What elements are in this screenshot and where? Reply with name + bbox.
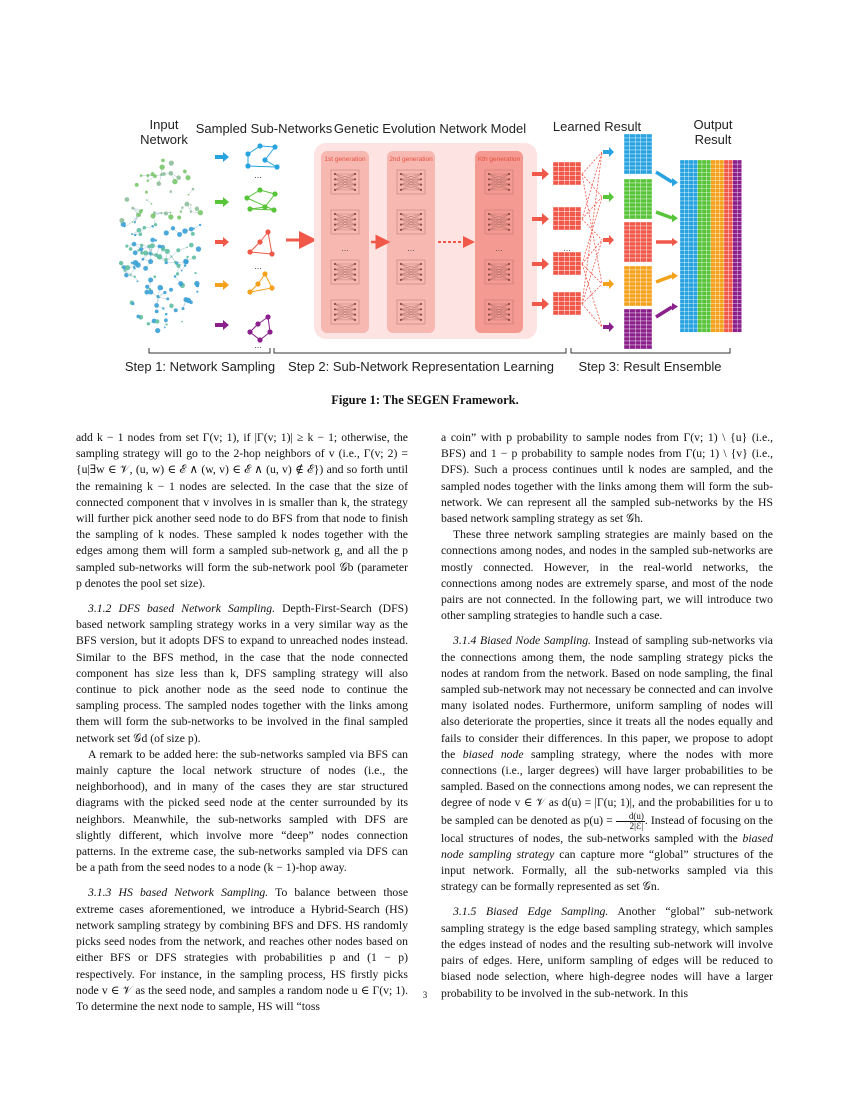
- input-network-graph: [119, 159, 203, 334]
- header-learned: Learned Result: [552, 119, 642, 134]
- dfs-heading: 3.1.2 DFS based Network Sampling.: [88, 602, 276, 616]
- ellipsis-learned: ...: [563, 243, 571, 253]
- right-column: [441, 430, 773, 1002]
- generation-1-label: 1st generation: [324, 156, 366, 163]
- generation-2-label: 2nd generation: [389, 156, 433, 163]
- sampled-subnetworks: [215, 143, 280, 342]
- biased-node-heading: 3.1.4 Biased Node Sampling.: [453, 634, 591, 648]
- header-genetic: Genetic Evolution Network Model: [333, 121, 527, 136]
- learned-result: [532, 134, 652, 349]
- framework-figure: [100, 112, 750, 382]
- generation-k-block: [475, 151, 523, 333]
- step-1-bracket: [149, 348, 270, 353]
- left-paragraph-1: add k − 1 nodes from set Γ(v; 1), if |Γ(v; 1)| ≥ k − 1; otherwise, the sampling strategy will go to the 2-hop neighbors of v (i.e., Γ(v; 2) = {u|∃w ∈ 𝒱, (u, w) ∈ ℰ ∧ (w, v) ∈ ℰ ∧ (u, v) ∉ ℰ}) and so forth until the remaining k − 1 nodes are selected. In the case that the size of connected component that v involves in is smaller than k, the strategy will further pick another seed node to do BFS from that node to finish the sampling of k nodes. These sampled k nodes together with the edges among them will form a sampled sub-network g, and all the p sampled sub-networks will form the sub-network pool 𝒢b (parameter p denotes the pool set size).: [76, 431, 408, 590]
- header-input-2: Network: [140, 132, 188, 147]
- page-number: 3: [422, 990, 428, 1000]
- generation-k-label: Kth generation: [477, 156, 521, 163]
- remark-paragraph: A remark to be added here: the sub-networks sampled via BFS can mainly capture the local network structure of nodes (i.e., the neighborhood), and in many of the cases they are star structured diagrams with the picked seed node at the center surrounded by its neighbors. Meanwhile, the sub-networks sampled with DFS are slightly different, which involve more “deep” nodes connection patterns. In the extreme case, the sub-networks sampled via DFS can be a path from the seed nodes to a node (k − 1)-hop away.: [76, 747, 408, 875]
- ellipsis-model-1: ...: [341, 243, 349, 253]
- ellipsis-sampled-1: ...: [254, 170, 262, 180]
- ellipsis-sampled-2: ...: [254, 261, 262, 271]
- step-2-label: Step 2: Sub-Network Representation Learning: [288, 359, 554, 374]
- header-input-1: Input: [149, 117, 179, 132]
- ellipsis-sampled-3: ...: [254, 340, 262, 350]
- generation-1-block: [321, 151, 369, 333]
- header-output-1: Output: [693, 117, 733, 132]
- figure-caption: Figure 1: The SEGEN Framework.: [331, 393, 519, 407]
- step-3-label: Step 3: Result Ensemble: [578, 359, 722, 374]
- left-column: [76, 430, 408, 1015]
- right-paragraph-2: These three network sampling strategies are mainly based on the connections among nodes, and nodes in the sampled sub-networks are mostly connected. However, in the real-world networks, the connections among nodes are extremely sparse, and most of the node pairs are not connected. In the following part, we will introduce two other sampling strategies to handle such a case.: [441, 528, 773, 623]
- ellipsis-model-3: ...: [495, 243, 503, 253]
- hs-heading: 3.1.3 HS based Network Sampling.: [88, 886, 269, 900]
- right-paragraph-1: a coin” with p probability to sample nodes from Γ(v; 1) \ {u} (i.e., BFS) and 1 − p probability to sample nodes from Γ(u; 1) \ {v} (i.e., DFS). Such a process continues until k nodes are sampled, and the sampled nodes together with the links among them will form the sub-network. We can represent all the sampled sub-networks by the HS based network sampling strategy as set 𝒢h.: [441, 431, 773, 526]
- probability-fraction: $\frac{d(u)}{\text{2|ℰ|}}$: [616, 812, 645, 831]
- biased-edge-paragraph: 3.1.5 Biased Edge Sampling. Another “global” sub-network sampling strategy is the edge based sampling strategy, which samples the edges instead of nodes and the resulting sub-network will involve pairs of edges. Here, uniform sampling of edges will be reduced to biased node selection, where high-degree nodes will have a larger probability to be involved in the sub-network. In this: [441, 905, 774, 1000]
- framework-name: SEGEN: [406, 393, 450, 407]
- generation-2-block: [387, 151, 435, 333]
- output-result: [656, 160, 742, 332]
- step-2-bracket: [274, 348, 566, 353]
- step-1-label: Step 1: Network Sampling: [124, 359, 276, 374]
- hs-paragraph: 3.1.3 HS based Network Sampling. To balance between those extreme cases aforementioned, we introduce a Hybrid-Search (HS) network sampling strategy by combining BFS and DFS. HS randomly picks seed nodes from the network, and reaches other nodes based on either BFS or DFS strategies with probabilities p and (1 − p) respectively. For instance, in the sampling process, HS firstly picks node v ∈ 𝒱 as the seed node, and samples a random node u ∈ Γ(v; 1). To determine the next node to sample, HS will “toss: [76, 886, 409, 1013]
- header-sampled: Sampled Sub-Networks: [195, 121, 333, 136]
- biased-node-paragraph: 3.1.4 Biased Node Sampling. Instead of sampling sub-networks via the connections among them, the node sampling strategy picks the nodes at random from the network. Based on node sampling, the final sampled sub-network may not necessary be connected and can involve many isolated nodes. Furthermore, uniform sampling of nodes will also deteriorate the properties, since it treats all the nodes equally and fails to consider their differences. In this paper, we propose to adopt the biased node sampling strategy, where the nodes with more connections (i.e., larger degrees) will have larger probabilities to be sampled. Based on the connections among nodes, we can represent the degree of node v ∈ 𝒱 as d(u) = |Γ(u; 1)|, and the probabilities for u to be sampled can be denoted as p(u) = $\frac{d(u)}{\text{2|ℰ|}}$ . Instead of focusing on the local structures of nodes, the sub-networks sampled with the biased node sampling strategy can capture more “global” structures of the input network. Formally, all the sub-networks sampled via this strategy can be formally represented as set 𝒢n.: [441, 634, 774, 894]
- dfs-paragraph: 3.1.2 DFS based Network Sampling. Depth-First-Search (DFS) based network sampling strategy works in a very similar way as the BFS version, but it adopts DFS to expand to unreached nodes instead. Similar to the BFS method, in the case that the node connected component has size less than k, DFS sampling strategy will also continue to pick another node as the seed node to continue the sampling process. The sampled nodes together with the links among them will form the sub-networks to be involved in the final sampled network set 𝒢d (of size p).: [76, 602, 408, 745]
- header-output-2: Result: [694, 132, 732, 147]
- biased-edge-heading: 3.1.5 Biased Edge Sampling.: [453, 905, 609, 919]
- ellipsis-model-2: ...: [407, 243, 415, 253]
